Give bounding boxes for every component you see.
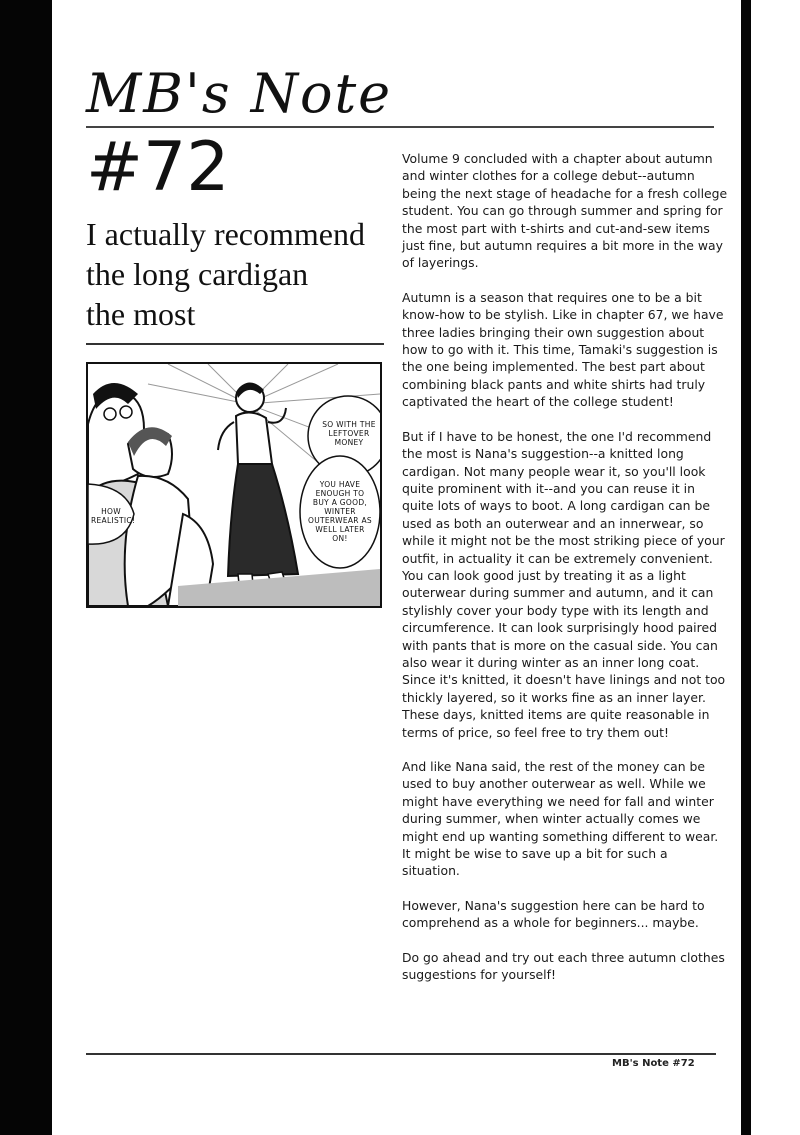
paragraph: And like Nana said, the rest of the money can be used to buy another outerwear as well. While we might have everything we need for fall and winter during summer, when winter actually comes we might end up wanting something different to wear. It might be wise to save up a bit for such a situation. [402, 759, 719, 879]
paragraph: Autumn is a season that requires one to be a bit know-how to be stylish. Like in chapter 67, we have three ladies bringing their own suggestion about how to go with it. This time, Tamaki's suggestion is the one being implemented. The best part about combining black pants and white shirts had truly captivated the heart of the college student! [402, 289, 724, 410]
speech-bubble-realistic: HOW REALISTIC! [91, 507, 136, 525]
article-body [402, 150, 728, 1000]
page-title: MB's Note [86, 62, 393, 125]
page-edge-right [741, 0, 751, 1135]
speech-bubble-leftover: SO WITH THE LEFTOVER MONEY [322, 420, 376, 447]
paragraph: Volume 9 concluded with a chapter about autumn and winter clothes for a college debut--autumn being the next stage of headache for a fresh college student. You can go through summer and spring for the most part with t-shirts and cut-and-sew items just fine, but autumn requires a bit more in the way of layerings. [402, 151, 728, 271]
headline-line: I actually recommend [86, 216, 365, 252]
headline-divider [86, 343, 384, 345]
paragraph: But if I have to be honest, the one I'd recommend the most is Nana's suggestion--a knitted long cardigan. Not many people wear it, so you'll look quite prominent with it--and you can reuse it in quite lots of ways to boot. A long cardigan can be used as both an outerwear and an innerwear, so while it might not be the most striking piece of your outfit, in actuality it can be extremely convenient. You can look good just by treating it as a light outerwear during summer and autumn, and it can stylishly cover your body type with its length and circumference. It can look surprisingly hood paired with pants that is more on the casual side. You can also wear it during winter as an inner long coat. Since it's knitted, it doesn't have linings and not too thickly layered, so it works fine as an inner layer. These days, knitted items are quite reasonable in terms of price, so feel free to try them out! [402, 428, 726, 740]
note-number: #72 [86, 128, 230, 207]
speech-bubble-enough: YOU HAVE ENOUGH TO BUY A GOOD, WINTER OUTERWEAR AS WELL LATER ON! [308, 480, 372, 543]
footer-label: MB's Note #72 [612, 1058, 695, 1069]
manga-panel [86, 362, 382, 608]
paragraph: However, Nana's suggestion here can be hard to comprehend as a whole for beginners... maybe. [402, 897, 705, 931]
paragraph: Do go ahead and try out each three autumn clothes suggestions for yourself! [402, 949, 725, 983]
headline [86, 214, 386, 334]
headline-line: the long cardigan [86, 256, 309, 292]
headline-line: the most [86, 296, 196, 332]
footer-divider [86, 1053, 716, 1055]
page-edge-left [0, 0, 52, 1135]
